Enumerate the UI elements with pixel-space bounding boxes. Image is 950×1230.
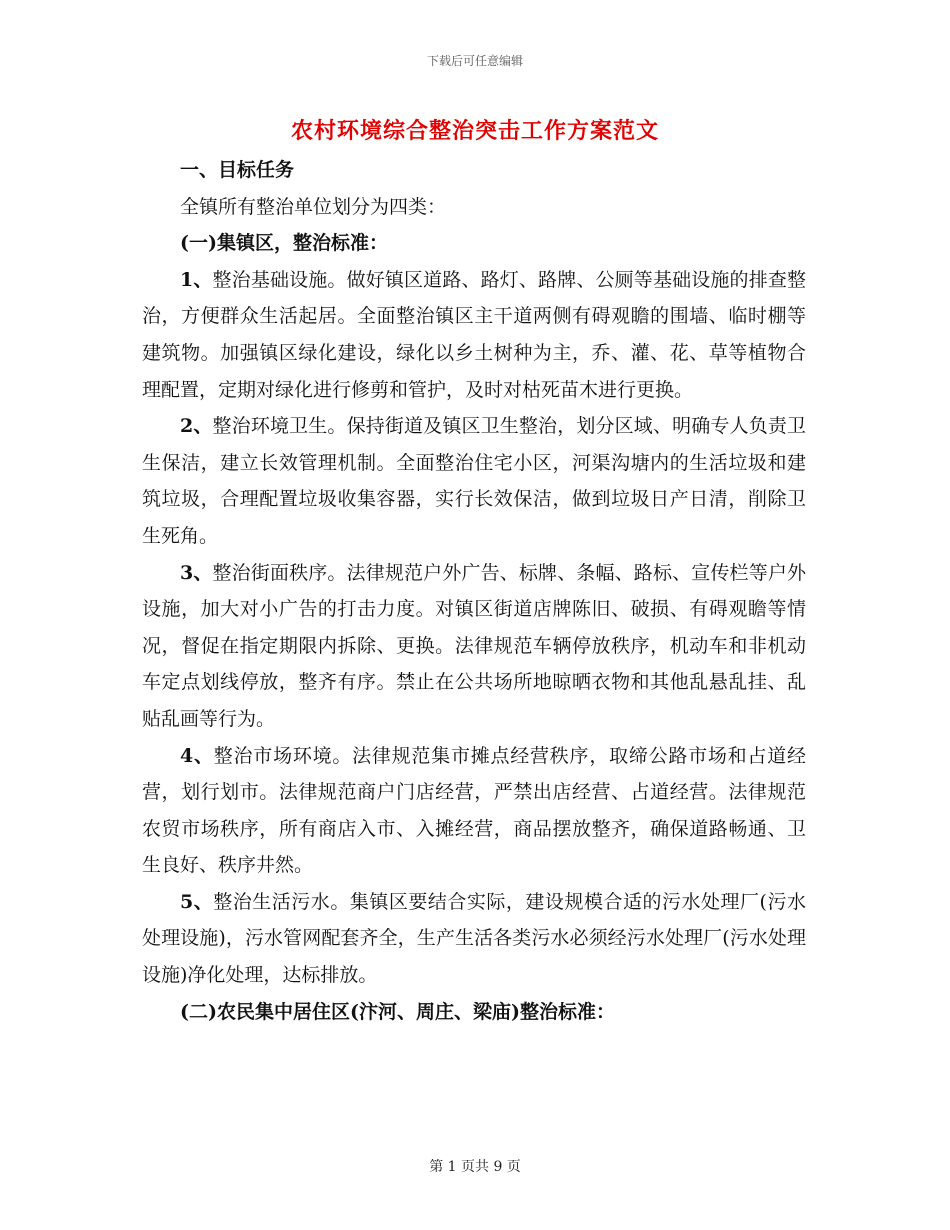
page-number: 第 1 页共 9 页 [429, 1159, 521, 1175]
section-heading: 一、目标任务 [180, 159, 295, 181]
paragraph [142, 884, 806, 994]
paragraph: 全镇所有整治单位划分为四类： [180, 195, 447, 218]
item-number: 5、 [180, 890, 214, 913]
paragraph-text: 整治街面秩序。法律规范户外广告、标牌、条幅、路标、宣传栏等户外设施，加大对小广告的打击力度。对镇区街道店牌陈旧、破损、有碍观瞻等情况，督促在指定期限内拆除、更换。法律规范车辆停放秩序，机动车和非机动车定点划线停放，整齐有序。禁止在公共场所地晾晒衣物和其他乱悬乱挂、乱贴乱画等行为。 [142, 561, 806, 730]
paragraph-text: 整治基础设施。做好镇区道路、路灯、路牌、公厕等基础设施的排查整治，方便群众生活起居。全面整治镇区主干道两侧有碍观瞻的围墙、临时棚等建筑物。加强镇区绿化建设，绿化以乡土树种为主，乔、灌、花、草等植物合理配置，定期对绿化进行修剪和管护，及时对枯死苗木进行更换。 [142, 268, 806, 401]
document-title: 农村环境综合整治突击工作方案范文 [290, 118, 659, 144]
paragraph-text: 整治生活污水。集镇区要结合实际，建设规模合适的污水处理厂(污水处理设施)，污水管网配套齐全，生产生活各类污水必须经污水处理厂(污水处理设施)净化处理，达标排放。 [142, 890, 806, 987]
document-body [142, 152, 806, 1030]
paragraph [142, 408, 806, 554]
item-number: 2、 [180, 415, 213, 438]
page-header: 下载后可任意编辑 [426, 54, 523, 68]
section-heading: (二)农民集中居住区(汴河、周庄、梁庙)整治标准： [180, 1000, 615, 1023]
paragraph [142, 262, 806, 408]
item-number: 1、 [180, 268, 213, 291]
paragraph [142, 738, 806, 884]
item-number: 4、 [180, 744, 214, 767]
paragraph-text: 整治环境卫生。保持街道及镇区卫生整治，划分区域、明确专人负责卫生保洁，建立长效管理机制。全面整治住宅小区，河渠沟塘内的生活垃圾和建筑垃圾，合理配置垃圾收集容器，实行长效保洁，做到垃圾日产日清，削除卫生死角。 [142, 415, 806, 547]
item-number: 3、 [180, 561, 213, 584]
paragraph-text: 整治市场环境。法律规范集市摊点经营秩序，取缔公路市场和占道经营，划行划市。法律规范商户门店经营，严禁出店经营、占道经营。法律规范农贸市场秩序，所有商店入市、入摊经营，商品摆放整齐，确保道路畅通、卫生良好、秩序井然。 [142, 744, 806, 877]
paragraph [142, 555, 806, 738]
section-heading: (一)集镇区，整治标准： [180, 232, 388, 255]
